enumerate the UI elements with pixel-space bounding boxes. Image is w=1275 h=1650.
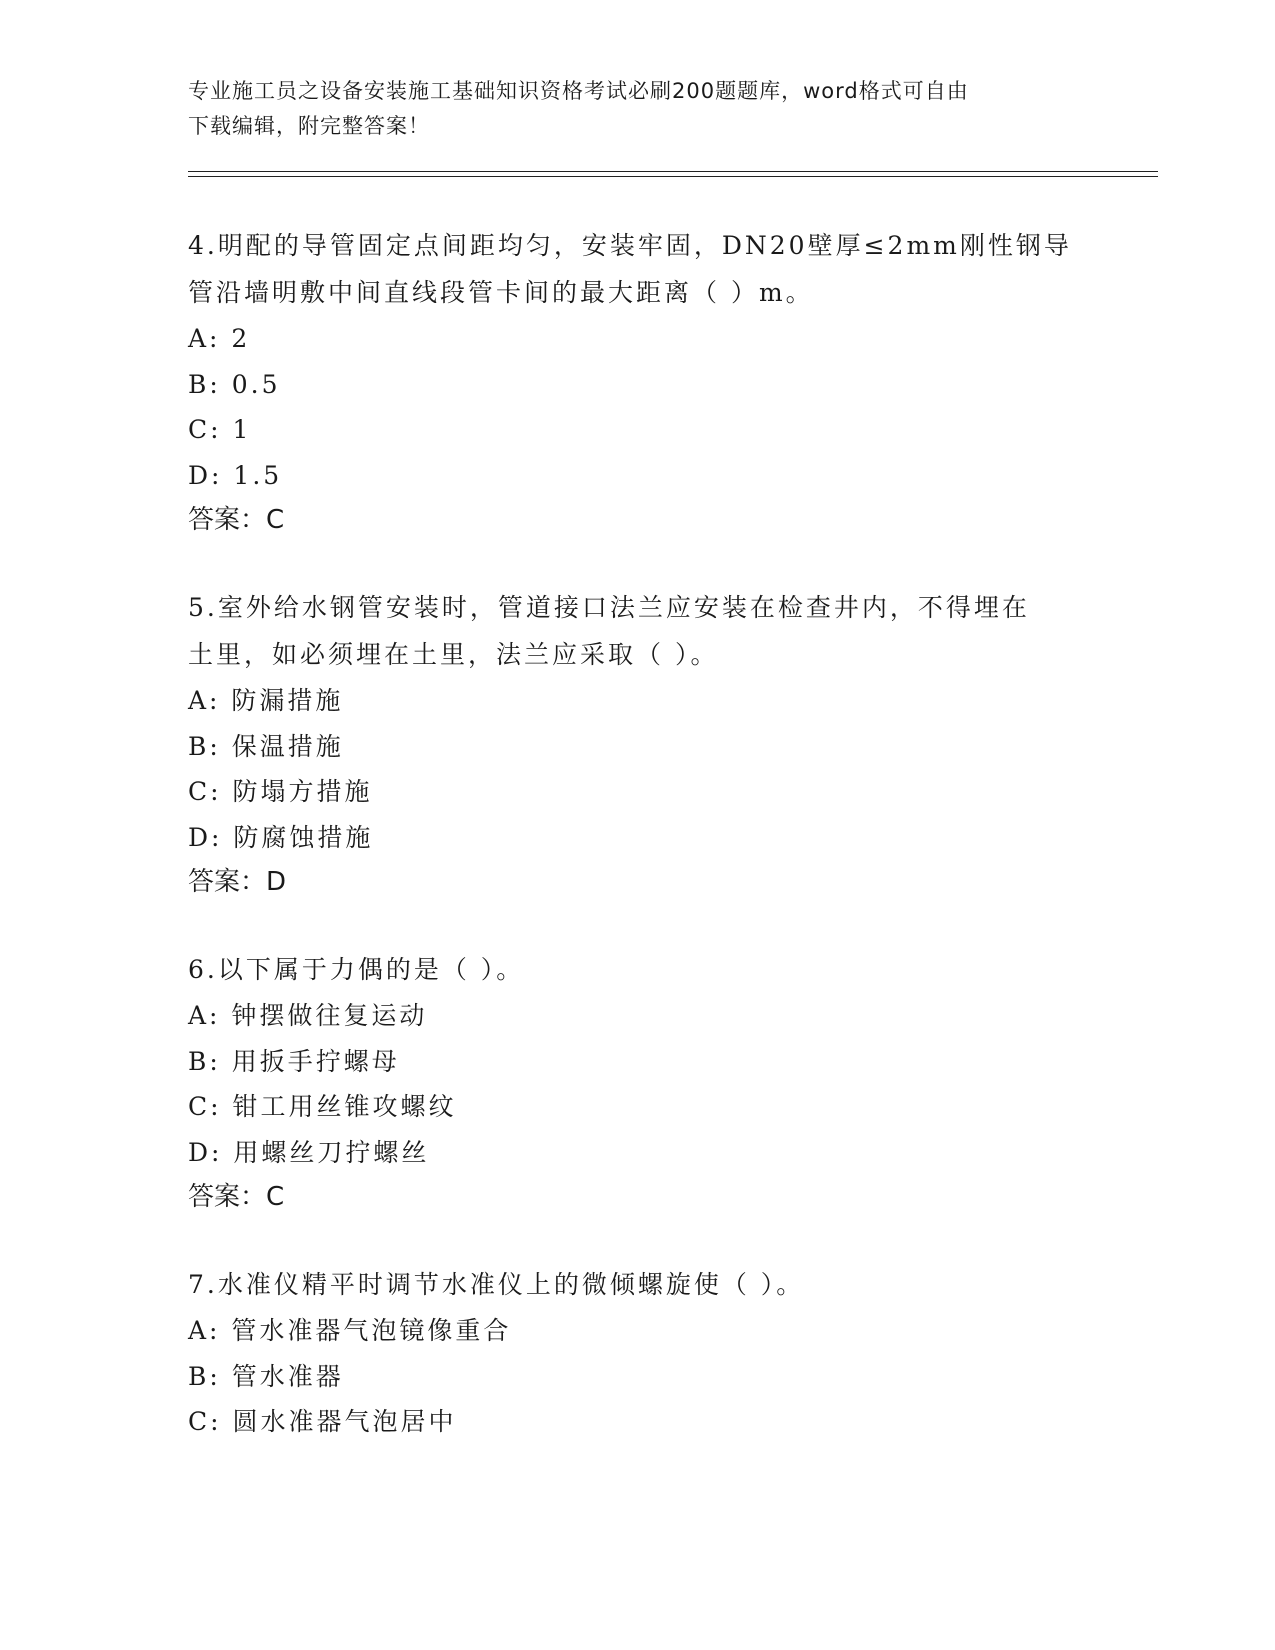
option-c: C: 1	[188, 415, 252, 444]
question-stem-line: 管沿墙明敷中间直线段管卡间的最大距离（ ）m。	[188, 278, 814, 307]
header-rule-top	[188, 171, 1158, 172]
option-b: B: 管水准器	[188, 1361, 344, 1391]
header-line-2: 下载编辑，附完整答案！	[188, 114, 430, 138]
question-stem-line: 6.以下属于力偶的是（ ）。	[188, 955, 525, 984]
option-b: B: 0.5	[188, 369, 281, 399]
option-a: A: 防漏措施	[188, 686, 344, 715]
question-6	[188, 946, 1088, 1220]
question-5	[188, 584, 1088, 905]
header-line-1: 专业施工员之设备安装施工基础知识资格考试必刷200题题库，word格式可自由	[188, 79, 969, 103]
option-d: D: 1.5	[188, 460, 283, 490]
option-a: A: 管水准器气泡镜像重合	[188, 1316, 512, 1345]
header-rule-bottom	[188, 176, 1158, 177]
question-stem-line: 5.室外给水钢管安装时，管道接口法兰应安装在检查井内，不得埋在	[188, 593, 1030, 622]
question-stem-line: 7.水准仪精平时调节水准仪上的微倾螺旋使（ ）。	[188, 1270, 805, 1299]
question-stem-line: 土里，如必须埋在土里，法兰应采取（ ）。	[188, 640, 719, 669]
question-7	[188, 1261, 1088, 1445]
question-4	[188, 222, 1088, 543]
option-b: B: 保温措施	[188, 731, 344, 761]
option-c: C: 防塌方措施	[188, 777, 373, 806]
document-header	[188, 74, 1068, 144]
question-stem-line: 4.明配的导管固定点间距均匀，安装牢固，DN20壁厚≤2mm刚性钢导	[188, 231, 1072, 260]
answer: 答案：C	[188, 505, 285, 535]
answer: 答案：C	[188, 1182, 285, 1212]
option-d: D: 防腐蚀措施	[188, 822, 374, 852]
option-d: D: 用螺丝刀拧螺丝	[188, 1137, 430, 1167]
option-b: B: 用扳手拧螺母	[188, 1046, 400, 1076]
option-a: A: 2	[188, 324, 251, 353]
option-a: A: 钟摆做往复运动	[188, 1001, 428, 1030]
option-c: C: 圆水准器气泡居中	[188, 1407, 457, 1436]
answer: 答案：D	[188, 867, 287, 897]
option-c: C: 钳工用丝锥攻螺纹	[188, 1092, 457, 1121]
